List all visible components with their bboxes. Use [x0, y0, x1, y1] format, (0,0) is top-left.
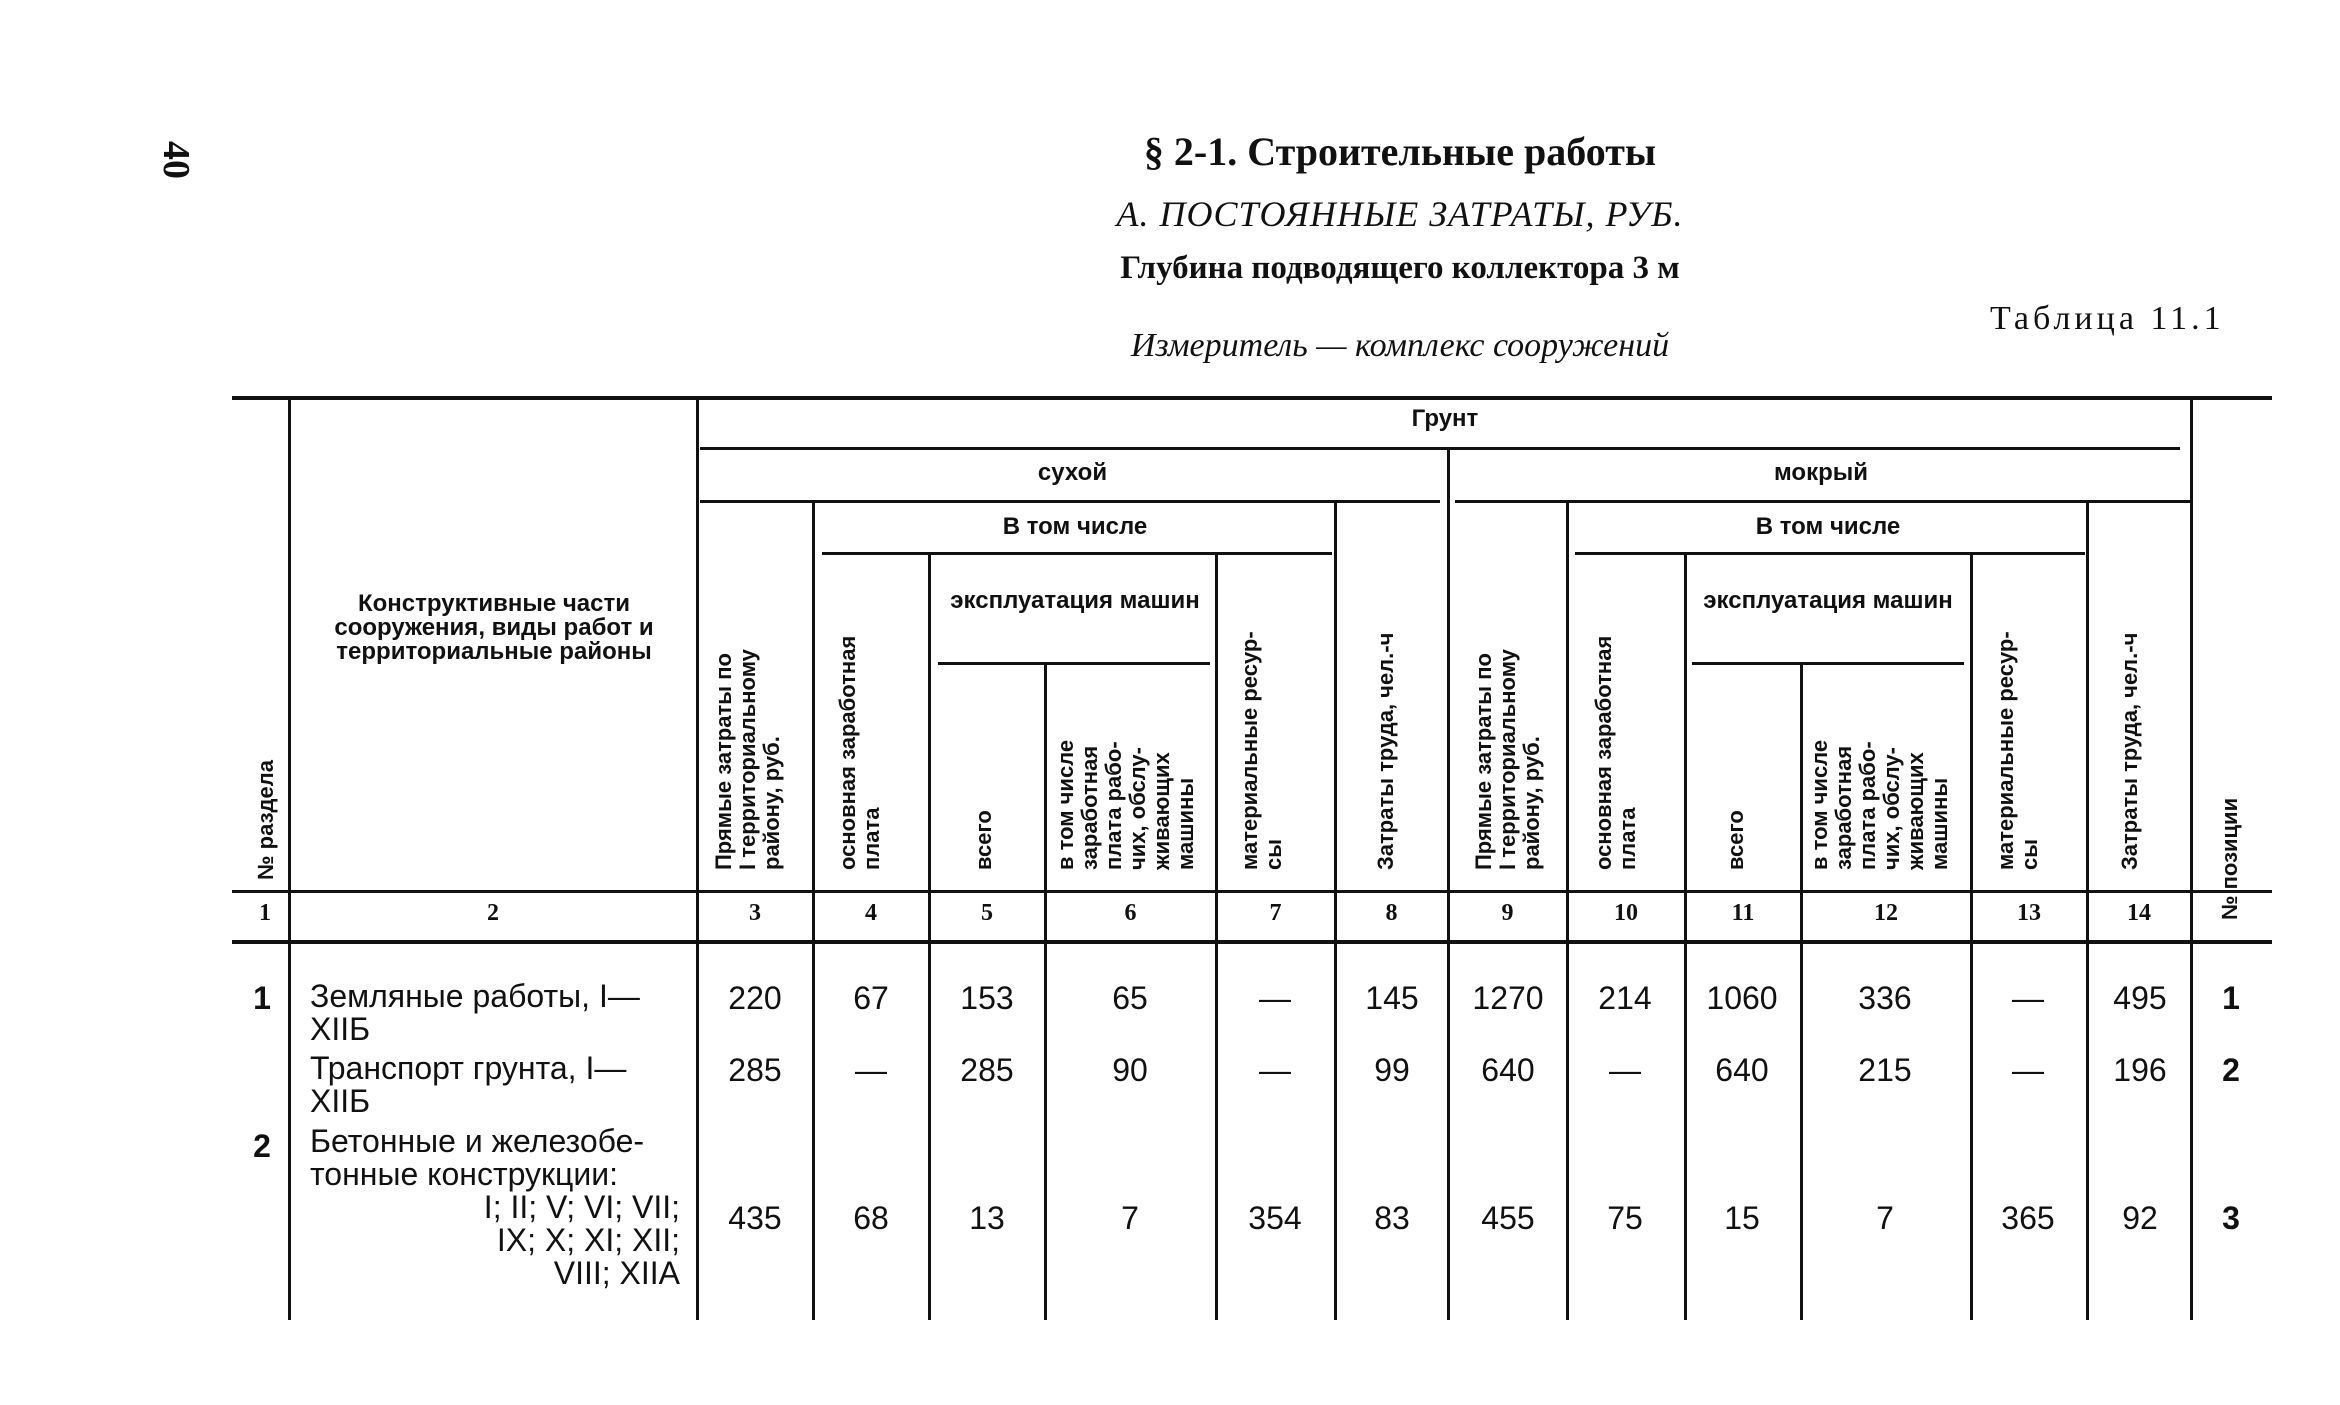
value-cell: 68	[853, 1200, 889, 1236]
row-name-line: Транспорт грунта, I—	[310, 1050, 627, 1086]
value-cell: —	[1259, 1052, 1291, 1088]
column-number: 1	[259, 900, 271, 926]
column-number: 13	[2017, 900, 2041, 926]
row-name-line: Бетонные и железобе-	[310, 1123, 645, 1159]
value-cell: 640	[1715, 1052, 1769, 1088]
row-name-line: XIIБ	[310, 1083, 371, 1119]
column-number: 14	[2127, 900, 2151, 926]
row-section-number: 1	[253, 980, 271, 1016]
wet-machine-rule	[1692, 662, 1964, 665]
value-cell: 285	[728, 1052, 782, 1088]
wet-total-header: всего	[1723, 810, 1748, 870]
wet-labor-header: Затраты труда, чел.-ч	[2117, 632, 2142, 870]
column-number: 11	[1731, 900, 1755, 926]
value-cell: 67	[853, 980, 889, 1016]
soil-header: Грунт	[1411, 405, 1479, 432]
parts-header: Конструктивные части сооружения, виды работ и территориальные районы	[334, 590, 654, 665]
value-cell: 365	[2001, 1200, 2055, 1236]
value-cell: 7	[1121, 1200, 1139, 1236]
col-divider	[696, 400, 699, 1320]
value-cell: —	[2012, 980, 2044, 1016]
row-section-number: 2	[253, 1128, 271, 1164]
dry-including-header: В том числе	[1002, 513, 1148, 540]
value-cell: 220	[728, 980, 782, 1016]
value-cell: 65	[1112, 980, 1148, 1016]
column-number: 6	[1124, 900, 1137, 926]
wet-materials-header: материальные ресур- сы	[1993, 631, 2042, 870]
value-cell: 83	[1374, 1200, 1410, 1236]
row-name-line: IX; X; XI; XII;	[496, 1222, 680, 1258]
col-divider	[2190, 400, 2193, 1320]
column-number: 8	[1385, 900, 1398, 926]
value-cell: 99	[1374, 1052, 1410, 1088]
column-number: 5	[981, 900, 993, 926]
value-cell: 1270	[1472, 980, 1544, 1016]
position-no-header: № позиции	[2217, 797, 2242, 920]
row-name-line: VIII; XIIА	[553, 1255, 680, 1291]
column-number: 3	[749, 900, 761, 926]
value-cell: 1060	[1706, 980, 1778, 1016]
value-cell: 153	[960, 980, 1014, 1016]
row-name-line: тонные конструкции:	[310, 1156, 619, 1192]
dry-machine-rule	[938, 662, 1210, 665]
value-cell: 640	[1481, 1052, 1535, 1088]
value-cell: 15	[1724, 1200, 1760, 1236]
value-cell: 196	[2113, 1052, 2167, 1088]
row-name-line: XIIБ	[310, 1011, 371, 1047]
value-cell: —	[1609, 1052, 1641, 1088]
wet-machine-header: эксплуатация машин	[1703, 587, 1953, 614]
value-cell: 336	[1858, 980, 1912, 1016]
value-cell: 7	[1876, 1200, 1894, 1236]
value-cell: —	[855, 1052, 887, 1088]
column-number: 12	[1874, 900, 1898, 926]
dry-labor-header: Затраты труда, чел.-ч	[1373, 632, 1398, 870]
row-position-number: 2	[2222, 1052, 2240, 1088]
column-number-rule	[232, 940, 2272, 944]
col-divider	[288, 400, 291, 1320]
value-cell: 214	[1598, 980, 1652, 1016]
dry-base-wage-header: основная заработная плата	[835, 635, 884, 870]
value-cell: 495	[2113, 980, 2167, 1016]
dry-machine-header: эксплуатация машин	[950, 587, 1200, 614]
column-number: 7	[1269, 900, 1282, 926]
col-divider	[1447, 447, 1450, 1320]
wet-including-header: В том числе	[1755, 513, 1901, 540]
wet-incl-wage-header: в том числе заработная плата рабо- чих, обслу- живающих машины	[1807, 739, 1952, 870]
dry-header: сухой	[1037, 459, 1108, 486]
value-cell: 13	[969, 1200, 1005, 1236]
column-number: 10	[1614, 900, 1638, 926]
value-cell: 285	[960, 1052, 1014, 1088]
column-number: 2	[487, 900, 499, 926]
value-cell: 455	[1481, 1200, 1535, 1236]
dry-incl-wage-header: в том числе заработная плата рабо- чих, обслу- живающих машины	[1053, 739, 1198, 870]
wet-direct-costs-header: Прямые затраты по I территориальному району, руб.	[1471, 649, 1544, 870]
column-number: 9	[1501, 900, 1514, 926]
table-label: Таблица 11.1	[1990, 300, 2225, 337]
row-position-number: 1	[2222, 980, 2240, 1016]
column-number: 4	[865, 900, 877, 926]
meter-caption: Измеритель — комплекс сооружений	[1130, 327, 1670, 364]
dry-direct-costs-header: Прямые затраты по I территориальному району, руб.	[711, 649, 784, 870]
value-cell: 215	[1858, 1052, 1912, 1088]
value-cell: 354	[1248, 1200, 1302, 1236]
dry-rule	[700, 500, 1440, 503]
value-cell: 90	[1112, 1052, 1148, 1088]
header-bottom-rule	[232, 890, 2272, 893]
section-no-header: № раздела	[253, 760, 278, 880]
dry-total-header: всего	[971, 810, 996, 870]
value-cell: 75	[1607, 1200, 1643, 1236]
section-title: § 2-1. Строительные работы	[1143, 129, 1657, 174]
value-cell: 435	[728, 1200, 782, 1236]
value-cell: —	[1259, 980, 1291, 1016]
row-name-line: I; II; V; VI; VII;	[483, 1189, 680, 1225]
wet-header: мокрый	[1773, 459, 1869, 486]
value-cell: 145	[1365, 980, 1419, 1016]
page-number: 40	[155, 141, 197, 179]
wet-base-wage-header: основная заработная плата	[1591, 635, 1640, 870]
row-name-line: Земляные работы, I—	[310, 978, 640, 1014]
value-cell: —	[2012, 1052, 2044, 1088]
dry-materials-header: материальные ресур- сы	[1237, 631, 1286, 870]
soil-rule	[700, 447, 2180, 450]
subtitle: А. ПОСТОЯННЫЕ ЗАТРАТЫ, РУБ.	[1116, 194, 1684, 234]
value-cell: 92	[2122, 1200, 2158, 1236]
depth-caption: Глубина подводящего коллектора 3 м	[1120, 250, 1680, 286]
row-position-number: 3	[2222, 1200, 2240, 1236]
table-top-rule	[232, 396, 2272, 400]
